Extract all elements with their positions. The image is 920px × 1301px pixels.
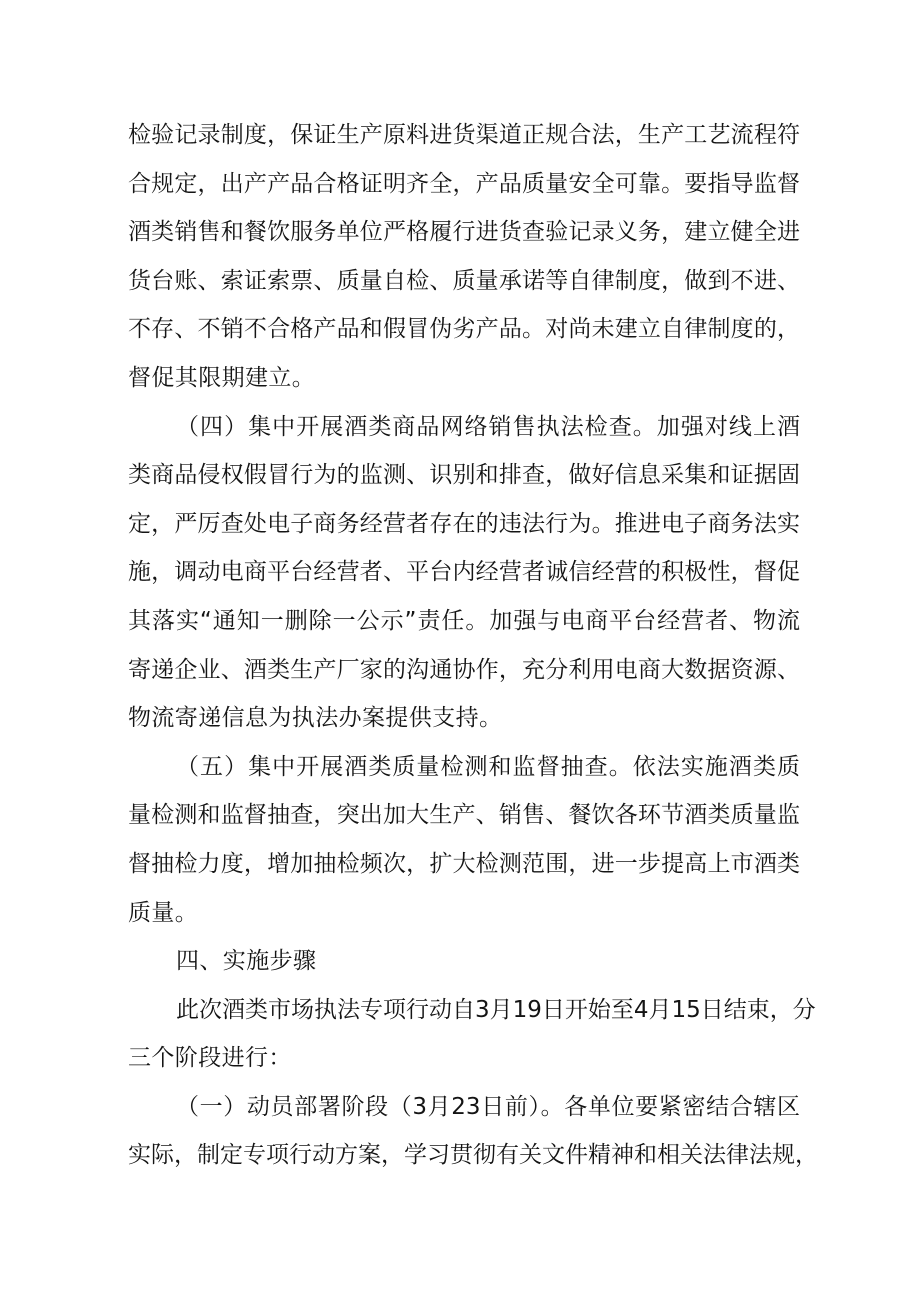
text-line: 酒类销售和餐饮服务单位严格履行进货查验记录义务，建立健全进	[128, 219, 800, 246]
text-line: 不存、不销不合格产品和假冒伪劣产品。对尚未建立自律制度的，	[128, 316, 800, 343]
text-line: （一）动员部署阶段（3月23日前）。各单位要紧密结合辖区	[176, 1093, 800, 1120]
paragraph-timeline	[128, 986, 816, 1083]
paragraph-mobilization-stage	[128, 1083, 818, 1180]
text-line: 四、实施步骤	[176, 948, 317, 975]
text-line: 寄递企业、酒类生产厂家的沟通协作，充分利用电商大数据资源、	[128, 656, 800, 683]
text-line: 检验记录制度，保证生产原料进货渠道正规合法，生产工艺流程符	[128, 122, 800, 148]
text-line: （五）集中开展酒类质量检测和监督抽查。依法实施酒类质	[176, 753, 800, 780]
text-line: 此次酒类市场执法专项行动自3月19日开始至4月15日结束，分	[176, 996, 816, 1023]
document-body	[128, 111, 818, 1180]
section-heading-implementation-steps	[128, 937, 800, 986]
text-line: 质量。	[128, 899, 199, 926]
text-line: 定，严厉查处电子商务经营者存在的违法行为。推进电子商务法实	[128, 510, 800, 537]
text-line: 实际，制定专项行动方案，学习贯彻有关文件精神和相关法律法规，	[128, 1142, 818, 1169]
text-line: 合规定，出产产品合格证明齐全，产品质量安全可靠。要指导监督	[128, 170, 800, 197]
paragraph-quality-testing	[128, 743, 800, 937]
paragraph-quality-inspection	[128, 111, 800, 403]
text-line: 督抽检力度，增加抽检频次，扩大检测范围，进一步提高上市酒类	[128, 850, 800, 877]
text-line: 督促其限期建立。	[128, 364, 316, 391]
paragraph-online-sales-inspection	[128, 403, 800, 743]
text-line: 类商品侵权假冒行为的监测、识别和排查，做好信息采集和证据固	[128, 462, 800, 489]
text-line: 货台账、索证索票、质量自检、质量承诺等自律制度，做到不进、	[128, 267, 800, 294]
text-line: 三个阶段进行：	[128, 1045, 292, 1072]
text-line: 量检测和监督抽查，突出加大生产、销售、餐饮各环节酒类质量监	[128, 802, 800, 829]
text-line: 施，调动电商平台经营者、平台内经营者诚信经营的积极性，督促	[128, 559, 800, 586]
text-line: 物流寄递信息为执法办案提供支持。	[128, 705, 503, 732]
text-line: 其落实“通知一删除一公示”责任。加强与电商平台经营者、物流	[128, 607, 800, 634]
text-line: （四）集中开展酒类商品网络销售执法检查。加强对线上酒	[176, 413, 800, 440]
